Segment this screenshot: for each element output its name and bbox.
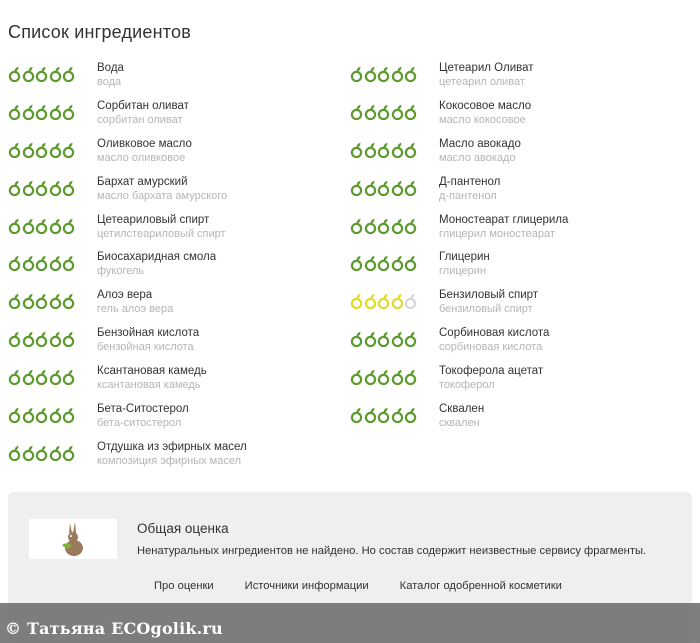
ingredient-row[interactable] [350, 327, 568, 365]
leaf-rating-icon [8, 218, 21, 234]
ingredient-inci: глицерил моностеарат [439, 227, 555, 240]
leaf-rating-icon [49, 255, 62, 271]
ingredient-inci: цетеарил оливат [439, 76, 525, 88]
ingredient-inci: вода [97, 76, 122, 88]
leaf-rating-icon [350, 331, 363, 347]
leaf-rating-icon [35, 255, 48, 271]
leaf-rating-icon [62, 369, 75, 385]
ingredient-rating [8, 330, 97, 348]
leaf-rating-icon [8, 293, 21, 309]
watermark [0, 603, 700, 643]
leaf-rating-icon [22, 104, 35, 120]
leaf-rating-icon [35, 104, 48, 120]
leaf-rating-icon [22, 445, 35, 461]
ingredient-rating [8, 444, 97, 462]
summary-links [154, 580, 593, 592]
leaf-rating-icon [377, 66, 390, 82]
leaf-rating-icon [350, 104, 363, 120]
leaf-rating-icon [49, 369, 62, 385]
leaf-rating-icon [391, 407, 404, 423]
leaf-rating-icon [391, 180, 404, 196]
leaf-rating-icon [364, 218, 377, 234]
ingredient-rating [350, 179, 439, 197]
ingredient-name[interactable]: Алоэ вера [97, 289, 153, 302]
leaf-rating-icon [364, 407, 377, 423]
leaf-rating-icon [35, 331, 48, 347]
leaf-rating-icon [377, 369, 390, 385]
leaf-rating-icon [404, 104, 417, 120]
leaf-rating-icon [350, 180, 363, 196]
leaf-rating-icon [377, 293, 390, 309]
ingredient-inci: д-пантенол [439, 189, 497, 202]
leaf-rating-icon [22, 293, 35, 309]
ingredient-row[interactable] [350, 403, 568, 441]
leaf-rating-icon [391, 104, 404, 120]
ingredient-inci: масло бархата амурского [97, 189, 228, 202]
ingredient-row[interactable] [8, 251, 247, 289]
ingredient-row[interactable] [8, 403, 247, 441]
leaf-rating-icon [35, 180, 48, 196]
leaf-rating-icon [377, 407, 390, 423]
ingredient-row[interactable] [8, 327, 247, 365]
leaf-rating-icon [49, 142, 62, 158]
leaf-rating-icon [364, 255, 377, 271]
leaf-rating-icon [404, 142, 417, 158]
ingredient-rating [350, 65, 439, 83]
ingredient-rating [8, 406, 97, 424]
leaf-rating-icon [35, 218, 48, 234]
ingredient-row[interactable] [8, 100, 247, 138]
leaf-rating-icon [350, 369, 363, 385]
ingredient-name[interactable]: Бета-Ситостерол [97, 403, 189, 416]
leaf-rating-icon [22, 369, 35, 385]
leaf-rating-icon [391, 255, 404, 271]
leaf-rating-icon [350, 407, 363, 423]
ingredient-row[interactable] [8, 441, 247, 479]
ingredient-list-left [8, 62, 247, 479]
leaf-rating-icon [364, 293, 377, 309]
ingredient-row[interactable] [350, 176, 568, 214]
leaf-rating-icon [350, 293, 363, 309]
ingredient-inci: бензойная кислота [97, 341, 194, 354]
ingredient-inci: масло кокосовое [439, 113, 526, 126]
ingredient-inci: композиция эфирных масел [97, 454, 242, 467]
leaf-rating-icon [364, 66, 377, 82]
leaf-rating-icon [22, 142, 35, 158]
ingredient-name[interactable]: Сорбитан оливат [97, 99, 189, 112]
leaf-rating-icon [377, 218, 390, 234]
ingredient-inci: гель алоэ вера [97, 303, 174, 316]
leaf-rating-icon [62, 66, 75, 82]
ingredient-row[interactable] [8, 365, 247, 403]
leaf-rating-icon [22, 255, 35, 271]
leaf-rating-icon [364, 180, 377, 196]
leaf-rating-icon [8, 369, 21, 385]
ingredient-name[interactable]: Бензойная кислота [97, 327, 200, 340]
ingredient-name[interactable]: Кокосовое масло [439, 99, 532, 112]
leaf-rating-icon [62, 180, 75, 196]
ingredient-rating [350, 368, 439, 386]
logo [29, 519, 117, 559]
ingredient-row[interactable] [350, 214, 568, 252]
leaf-rating-icon [62, 293, 75, 309]
leaf-rating-icon [377, 142, 390, 158]
ingredient-name[interactable]: Д-пантенол [439, 175, 501, 188]
ingredient-rating [8, 254, 97, 272]
leaf-rating-icon [35, 66, 48, 82]
leaf-rating-icon [350, 66, 363, 82]
ingredient-rating [8, 65, 97, 83]
ingredient-inci: глицерин [439, 265, 486, 278]
ingredient-inci: сквален [439, 417, 480, 430]
leaf-rating-icon [62, 407, 75, 423]
ingredient-row[interactable] [8, 214, 247, 252]
ingredient-rating [8, 292, 97, 310]
leaf-rating-icon [62, 255, 75, 271]
link-approved-catalog[interactable]: Каталог одобренной косметики [399, 580, 562, 592]
page-title: Список ингредиентов [8, 22, 192, 42]
leaf-rating-icon [62, 104, 75, 120]
leaf-rating-icon [404, 180, 417, 196]
leaf-rating-icon [350, 142, 363, 158]
leaf-rating-icon [404, 369, 417, 385]
ingredient-rating [350, 103, 439, 121]
ingredient-row[interactable] [350, 138, 568, 176]
leaf-rating-icon [35, 445, 48, 461]
leaf-rating-icon [49, 104, 62, 120]
ingredient-inci: сорбиновая кислота [439, 341, 543, 354]
summary-title: Общая оценка [137, 521, 229, 536]
ingredient-inci: ксантановая камедь [97, 379, 201, 392]
leaf-rating-icon [22, 218, 35, 234]
leaf-rating-icon [391, 293, 404, 309]
ingredient-rating [8, 179, 97, 197]
ingredient-name[interactable]: Моностеарат глицерила [439, 213, 569, 226]
ingredient-rating [350, 217, 439, 235]
ingredient-row[interactable] [8, 62, 247, 100]
ingredient-name[interactable]: Цетеариловый спирт [97, 213, 210, 226]
link-about-ratings[interactable]: Про оценки [154, 580, 214, 592]
leaf-rating-icon [8, 407, 21, 423]
ingredient-rating [350, 330, 439, 348]
ingredient-name[interactable]: Сквален [439, 403, 485, 416]
leaf-rating-icon [350, 255, 363, 271]
ingredient-name[interactable]: Бензиловый спирт [439, 289, 539, 302]
leaf-rating-icon [404, 407, 417, 423]
leaf-rating-icon [35, 369, 48, 385]
leaf-rating-icon [8, 142, 21, 158]
ingredient-row[interactable] [350, 100, 568, 138]
leaf-rating-icon [22, 331, 35, 347]
leaf-rating-icon [62, 218, 75, 234]
leaf-rating-icon [22, 407, 35, 423]
ingredient-row[interactable] [8, 289, 247, 327]
ingredient-inci: цетилстеариловый спирт [97, 227, 226, 240]
ingredient-inci: масло авокадо [439, 151, 516, 164]
leaf-rating-icon [391, 218, 404, 234]
rabbit-logo-icon [58, 521, 88, 557]
leaf-rating-icon [49, 293, 62, 309]
ingredient-rating [8, 217, 97, 235]
ingredient-name[interactable]: Цетеарил Оливат [439, 62, 534, 74]
leaf-rating-icon [404, 331, 417, 347]
leaf-rating-icon [404, 255, 417, 271]
ingredient-row[interactable] [350, 251, 568, 289]
leaf-rating-icon [364, 142, 377, 158]
ingredient-name[interactable]: Ксантановая камедь [97, 365, 207, 378]
ingredient-rating [350, 254, 439, 272]
leaf-rating-icon [49, 218, 62, 234]
leaf-rating-icon [62, 445, 75, 461]
ingredient-list-right [350, 62, 568, 441]
leaf-rating-icon [404, 66, 417, 82]
leaf-rating-icon [8, 104, 21, 120]
leaf-rating-icon [364, 369, 377, 385]
leaf-rating-icon [404, 293, 417, 309]
leaf-rating-icon [391, 66, 404, 82]
ingredient-inci: фукогель [97, 265, 145, 278]
leaf-rating-icon [49, 445, 62, 461]
ingredient-rating [8, 368, 97, 386]
ingredient-row[interactable] [350, 289, 568, 327]
ingredient-name[interactable]: Оливковое масло [97, 137, 192, 150]
ingredient-name[interactable]: Сорбиновая кислота [439, 327, 550, 340]
ingredient-row[interactable] [8, 176, 247, 214]
ingredient-inci: токоферол [439, 379, 495, 392]
leaf-rating-icon [391, 142, 404, 158]
leaf-rating-icon [22, 180, 35, 196]
ingredient-name[interactable]: Биосахаридная смола [97, 251, 217, 264]
ingredient-row[interactable] [350, 62, 568, 100]
ingredient-name[interactable]: Бархат амурский [97, 175, 188, 188]
leaf-rating-icon [8, 255, 21, 271]
leaf-rating-icon [364, 104, 377, 120]
leaf-rating-icon [35, 142, 48, 158]
leaf-rating-icon [377, 104, 390, 120]
leaf-rating-icon [8, 180, 21, 196]
ingredient-rating [8, 103, 97, 121]
leaf-rating-icon [35, 407, 48, 423]
leaf-rating-icon [49, 180, 62, 196]
ingredient-name[interactable]: Отдушка из эфирных масел [97, 440, 247, 453]
ingredient-rating [8, 141, 97, 159]
leaf-rating-icon [22, 66, 35, 82]
leaf-rating-icon [8, 66, 21, 82]
leaf-rating-icon [8, 331, 21, 347]
ingredient-row[interactable] [350, 365, 568, 403]
ingredient-inci: сорбитан оливат [97, 113, 183, 126]
ingredient-inci: бета-ситостерол [97, 417, 182, 430]
leaf-rating-icon [377, 255, 390, 271]
link-sources[interactable]: Источники информации [244, 580, 369, 592]
leaf-rating-icon [62, 142, 75, 158]
ingredient-inci: бензиловый спирт [439, 303, 533, 316]
leaf-rating-icon [49, 407, 62, 423]
leaf-rating-icon [350, 218, 363, 234]
ingredient-rating [350, 141, 439, 159]
leaf-rating-icon [8, 445, 21, 461]
leaf-rating-icon [49, 66, 62, 82]
ingredient-rating [350, 292, 439, 310]
leaf-rating-icon [377, 180, 390, 196]
ingredient-name[interactable]: Токоферола ацетат [439, 365, 544, 378]
leaf-rating-icon [62, 331, 75, 347]
summary-text: Ненатуральных ингредиентов не найдено. Но состав содержит неизвестные сервису фрагменты. [137, 545, 647, 557]
ingredient-inci: масло оливковое [97, 151, 186, 164]
ingredient-name[interactable]: Масло авокадо [439, 137, 521, 150]
leaf-rating-icon [35, 293, 48, 309]
ingredient-name[interactable]: Вода [97, 62, 124, 74]
leaf-rating-icon [364, 331, 377, 347]
leaf-rating-icon [49, 331, 62, 347]
ingredient-row[interactable] [8, 138, 247, 176]
leaf-rating-icon [404, 218, 417, 234]
watermark-text: © Татьяна ECOgolik.ru [5, 619, 223, 638]
ingredient-name[interactable]: Глицерин [439, 251, 490, 264]
ingredient-rating [350, 406, 439, 424]
leaf-rating-icon [391, 369, 404, 385]
leaf-rating-icon [391, 331, 404, 347]
leaf-rating-icon [377, 331, 390, 347]
